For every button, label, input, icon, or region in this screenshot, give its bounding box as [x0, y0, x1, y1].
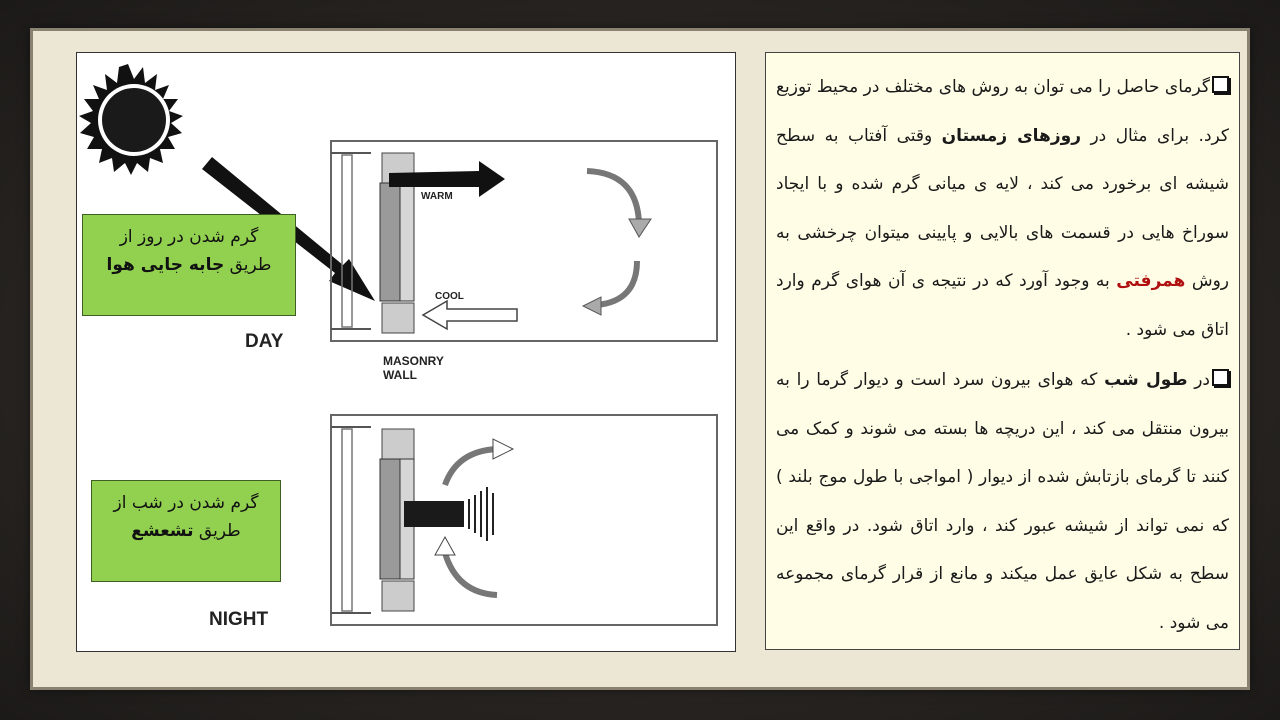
- masonry-label-2: WALL: [383, 368, 417, 382]
- callout-day-line2: [93, 251, 285, 279]
- callout-day-prefix: طریق: [224, 255, 272, 275]
- day-label: DAY: [245, 331, 284, 352]
- callout-night-line2: [102, 517, 270, 545]
- sun-icon: [79, 64, 183, 175]
- callout-night-radiation: [91, 480, 281, 582]
- cool-arrow: [423, 301, 517, 329]
- paragraph-day-text-1: گرمای حاصل را می توان به روش های مختلف در محیط توزیع کرد. برای مثال در: [776, 77, 1229, 146]
- night-label: NIGHT: [209, 609, 269, 630]
- paragraph-day-bold: روزهای زمستان: [941, 125, 1081, 146]
- paragraph-day-text-2: وقتی آفتاب به سطح شیشه ای برخورد می کند ، لایه ی میانی گرم شده و با ایجاد سوراخ هایی در قسمت های بالایی و پایینی میتوان چرخشی به روش: [776, 125, 1230, 291]
- paragraph-day-highlight: همرفتی: [1116, 271, 1186, 291]
- circulation-arrow-top: [587, 171, 639, 223]
- callout-night-line1: گرم شدن در شب از: [113, 493, 259, 513]
- callout-day-convection: [82, 214, 296, 316]
- circulation-arrow-bottom: [597, 261, 637, 305]
- masonry-label-1: MASONRY: [383, 354, 444, 368]
- night-arrow-bottom: [445, 553, 497, 595]
- cool-label: COOL: [435, 291, 464, 302]
- explanation-textbox: [765, 52, 1240, 650]
- checkbox-bullet-icon: [1212, 76, 1229, 93]
- paragraph-day: [776, 63, 1229, 354]
- paragraph-night: [776, 356, 1229, 647]
- callout-day-line1: گرم شدن در روز از: [119, 227, 259, 247]
- night-building: [331, 415, 717, 625]
- warm-label: WARM: [421, 191, 453, 202]
- callout-night-prefix: طریق: [193, 521, 241, 541]
- paragraph-night-text-2: که هوای بیرون سرد است و دیوار گرما را به بیرون منتقل می کند ، این دریچه ها بسته می شوند و کمک می کنند تا گرمای بازتابش شده از دیوار ( امواجی با طول موج بلند ) که نمی تواند از شیشه عبور کند ، وارد اتاق شود. در واقع این سطح به شکل عایق عمل میکند و مانع از قرار گرمای مجموعه می شود .: [776, 370, 1229, 633]
- radiation-waves: [404, 487, 493, 541]
- checkbox-bullet-icon: [1212, 369, 1229, 386]
- day-building: [331, 141, 717, 341]
- paragraph-day-text-3: به وجود آورد که در نتیجه ی آن هوای گرم وارد اتاق می شود .: [776, 271, 1229, 340]
- night-arrow-top: [445, 449, 497, 485]
- paragraph-night-bold: طول شب: [1104, 370, 1188, 390]
- callout-day-bold: جابه جایی هوا: [106, 255, 225, 275]
- callout-night-bold: تشعشع: [131, 521, 194, 541]
- paragraph-night-text-1: در: [1187, 370, 1210, 390]
